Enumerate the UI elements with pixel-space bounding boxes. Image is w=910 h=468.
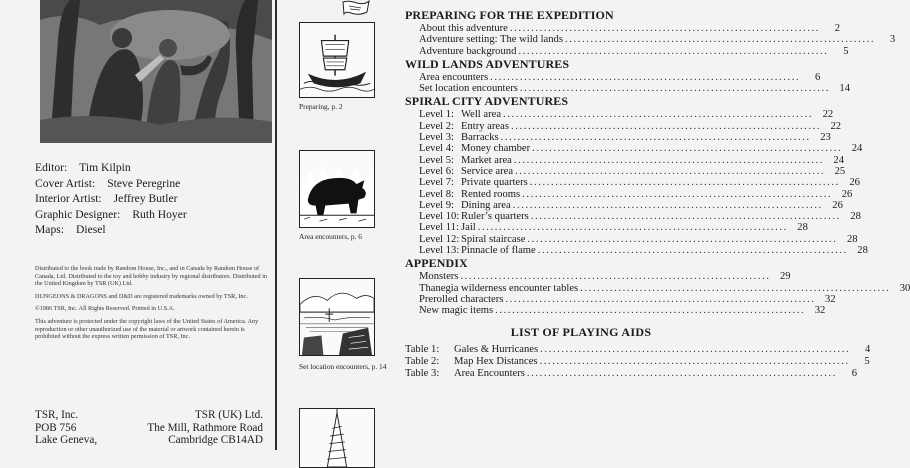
credit-role: Maps: bbox=[35, 223, 64, 237]
page-tab-marker-icon bbox=[341, 0, 371, 16]
toc-entry[interactable] bbox=[405, 165, 846, 177]
level-name: Entry areas bbox=[461, 120, 509, 132]
forest-adventurers-image bbox=[40, 0, 272, 143]
credit-row bbox=[35, 191, 265, 207]
credit-row bbox=[35, 160, 265, 176]
toc-page-number: 28 bbox=[797, 222, 808, 234]
dot-leader: ......................................................................... bbox=[540, 343, 851, 355]
level-number: Level 8: bbox=[419, 188, 455, 200]
credit-name: Jeffrey Butler bbox=[113, 192, 178, 206]
section-heading: APPENDIX bbox=[405, 256, 468, 271]
publisher-addresses bbox=[35, 409, 263, 447]
toc-entry[interactable] bbox=[405, 109, 834, 121]
illustration-ship bbox=[299, 22, 375, 98]
toc-entry[interactable] bbox=[405, 71, 821, 83]
toc-page-number: 28 bbox=[846, 233, 858, 245]
toc-entry-label bbox=[419, 109, 501, 120]
illustration-landscape bbox=[299, 278, 375, 356]
credit-row bbox=[35, 207, 265, 223]
level-number: Level 12: bbox=[419, 233, 460, 245]
dot-leader: ......................................................................... bbox=[527, 233, 838, 245]
playing-aid-label bbox=[405, 344, 538, 356]
level-name: Market area bbox=[461, 154, 512, 166]
toc-page-number: 32 bbox=[814, 305, 826, 317]
dot-leader: ......................................................................... bbox=[539, 355, 850, 367]
illustration-caption: Set location encounters, p. 14 bbox=[299, 362, 387, 371]
toc-page-number: 6 bbox=[851, 368, 858, 380]
toc-entry[interactable] bbox=[405, 177, 860, 189]
table-number: Table 2: bbox=[405, 355, 440, 367]
dot-leader: ......................................................................... bbox=[510, 120, 822, 132]
level-number: Level 11: bbox=[419, 222, 459, 234]
toc-entry[interactable] bbox=[405, 23, 840, 34]
toc-page-number: 26 bbox=[832, 199, 843, 211]
level-name: Money chamber bbox=[461, 143, 531, 155]
toc-entry-label: Adventure background bbox=[419, 45, 517, 57]
credit-row bbox=[35, 176, 265, 192]
toc-entry[interactable] bbox=[405, 233, 858, 245]
toc-page-number: 26 bbox=[849, 177, 860, 189]
illustration-tower bbox=[299, 408, 375, 468]
level-name: Ruler’s quarters bbox=[461, 211, 529, 223]
credit-role: Cover Artist: bbox=[35, 176, 96, 190]
toc-entry[interactable] bbox=[405, 282, 910, 294]
toc-entry[interactable] bbox=[405, 143, 863, 155]
illustration-caption: Preparing, p. 2 bbox=[299, 102, 343, 111]
level-name: Dining area bbox=[461, 199, 511, 211]
trademark-notice: DUNGEONS & DRAGONS and D&D are registered trademarks owned by TSR, Inc. bbox=[35, 292, 248, 300]
level-number: Level 6: bbox=[419, 165, 455, 177]
dot-leader: ......................................................................... bbox=[580, 282, 891, 294]
us-address-line: Lake Geneva, bbox=[35, 434, 98, 447]
toc-page-number: 5 bbox=[864, 355, 870, 367]
toc-entry[interactable] bbox=[405, 222, 808, 234]
dot-leader: ......................................................................... bbox=[490, 71, 801, 83]
table-of-contents bbox=[405, 8, 910, 381]
toc-page-number: 23 bbox=[820, 132, 831, 144]
level-name: Barracks bbox=[461, 132, 499, 144]
illustration-caption: Area encounters, p. 6 bbox=[299, 232, 363, 241]
toc-page-number: 22 bbox=[822, 109, 834, 121]
level-number: Level 13: bbox=[419, 245, 460, 257]
toc-entry-label: New magic items bbox=[419, 305, 494, 317]
toc-entry-label: Thanegia wilderness encounter tables bbox=[419, 282, 579, 294]
credit-name: Tim Kilpin bbox=[79, 161, 131, 174]
toc-entry-label: Set location encounters bbox=[419, 83, 518, 95]
distribution-notice: Distributed to the book trade by Random House, Inc., and in Canada by Random House of Canada, Ltd. Distributed to the toy and hobby industry by regional distributors. Distributed in the United Kingdom by TSR (UK) Ltd. bbox=[35, 265, 268, 288]
toc-entry-label bbox=[419, 155, 512, 166]
toc-entry[interactable] bbox=[405, 293, 836, 305]
address-row bbox=[35, 409, 263, 422]
toc-page-number: 5 bbox=[843, 45, 849, 57]
credit-row bbox=[35, 222, 265, 238]
level-name: Service area bbox=[461, 165, 514, 177]
dot-leader: ......................................................................... bbox=[513, 154, 825, 166]
playing-aid-label bbox=[405, 356, 538, 368]
toc-page-number: 28 bbox=[850, 211, 861, 223]
toc-page-number: 4 bbox=[864, 343, 871, 355]
landscape-icon bbox=[300, 279, 374, 355]
credit-role: Graphic Designer: bbox=[35, 207, 121, 221]
address-row bbox=[35, 434, 263, 447]
toc-entry[interactable] bbox=[405, 188, 853, 200]
credits-list bbox=[35, 160, 265, 238]
toc-page-number: 6 bbox=[814, 71, 821, 83]
toc-entry-label bbox=[419, 211, 529, 222]
level-number: Level 7: bbox=[419, 177, 455, 189]
level-name: Well area bbox=[461, 109, 502, 121]
toc-entry-label: Monsters bbox=[419, 271, 459, 283]
toc-entry[interactable] bbox=[405, 199, 843, 211]
playing-aids-heading: LIST OF PLAYING AIDS bbox=[510, 324, 652, 339]
toc-entry[interactable] bbox=[405, 305, 826, 317]
copyright-notice: ©1986 TSR, Inc. All Rights Reserved. Printed in U.S.A. bbox=[35, 305, 175, 313]
section-heading: SPIRAL CITY ADVENTURES bbox=[405, 94, 569, 109]
dot-leader: ......................................................................... bbox=[505, 293, 816, 305]
credit-name: Diesel bbox=[75, 223, 106, 237]
toc-page-number: 25 bbox=[834, 165, 846, 177]
playing-aid-entry[interactable] bbox=[405, 368, 858, 380]
playing-aid-label bbox=[405, 368, 525, 380]
table-name: Gales & Hurricanes bbox=[454, 343, 539, 355]
rhino-icon bbox=[300, 151, 374, 227]
toc-entry[interactable] bbox=[405, 83, 850, 95]
toc-entry-label bbox=[419, 234, 525, 245]
level-number: Level 4: bbox=[419, 143, 455, 155]
dot-leader: ......................................................................... bbox=[460, 271, 771, 283]
toc-entry-label bbox=[419, 222, 476, 233]
illustration-rhino bbox=[299, 150, 375, 228]
toc-entry-label bbox=[419, 143, 530, 154]
toc-entry[interactable] bbox=[405, 34, 896, 46]
dot-leader: ......................................................................... bbox=[509, 23, 820, 34]
dot-leader: ......................................................................... bbox=[503, 109, 814, 121]
toc-entry[interactable] bbox=[405, 271, 791, 283]
level-name: Rented rooms bbox=[461, 188, 521, 200]
level-name: Pinnacle of flame bbox=[461, 245, 536, 257]
table-number: Table 1: bbox=[405, 343, 440, 355]
legal-notices bbox=[35, 265, 267, 346]
toc-entry[interactable] bbox=[405, 132, 831, 144]
toc-entry[interactable] bbox=[405, 154, 845, 166]
level-number: Level 2: bbox=[419, 120, 455, 132]
toc-entry-label: Adventure setting: The wild lands bbox=[419, 34, 563, 46]
left-column bbox=[0, 0, 272, 450]
level-number: Level 1: bbox=[419, 109, 455, 121]
toc-page-number: 26 bbox=[841, 188, 853, 200]
toc-page-number: 32 bbox=[824, 293, 836, 305]
uk-address-line: TSR (UK) Ltd. bbox=[194, 409, 263, 421]
toc-entry-label bbox=[419, 200, 511, 211]
dot-leader: ......................................................................... bbox=[537, 245, 848, 257]
toc-entry-label: Area encounters bbox=[419, 71, 489, 83]
level-name: Spiral staircase bbox=[461, 233, 526, 245]
toc-entry-label bbox=[419, 166, 513, 177]
dot-leader: ......................................................................... bbox=[515, 165, 826, 177]
ship-icon bbox=[300, 23, 374, 97]
toc-page-number: 14 bbox=[839, 83, 850, 95]
dot-leader: ......................................................................... bbox=[495, 305, 806, 317]
toc-page-number: 24 bbox=[851, 143, 863, 155]
level-name: Private quarters bbox=[461, 177, 528, 189]
toc-page-number: 30 bbox=[899, 282, 910, 294]
toc-entry[interactable] bbox=[405, 45, 849, 57]
spiral-city-levels bbox=[405, 109, 868, 257]
level-number: Level 3: bbox=[419, 132, 455, 144]
cover-illustration bbox=[40, 0, 272, 143]
dot-leader: ......................................................................... bbox=[519, 83, 830, 95]
toc-entry[interactable] bbox=[405, 120, 842, 132]
level-number: Level 5: bbox=[419, 154, 455, 166]
toc-page-number: 24 bbox=[833, 154, 845, 166]
section-heading: WILD LANDS ADVENTURES bbox=[405, 56, 570, 71]
toc-entry-label: Prerolled characters bbox=[419, 293, 504, 305]
playing-aid-entry[interactable] bbox=[405, 355, 870, 368]
toc-entry-label bbox=[419, 189, 520, 200]
playing-aid-entry[interactable] bbox=[405, 343, 871, 356]
dot-leader: ......................................................................... bbox=[500, 132, 811, 144]
uk-address-line: Cambridge CB14AD bbox=[168, 434, 263, 447]
toc-entry-label bbox=[419, 177, 528, 188]
illustration-column bbox=[277, 0, 397, 450]
table-number: Table 3: bbox=[405, 368, 440, 380]
tower-icon bbox=[300, 409, 374, 467]
toc-entry-label bbox=[419, 132, 499, 143]
dot-leader: ......................................................................... bbox=[529, 177, 840, 189]
credit-role: Interior Artist: bbox=[35, 192, 102, 206]
address-row bbox=[35, 422, 263, 435]
credit-name: Steve Peregrine bbox=[107, 176, 181, 190]
table-name: Area Encounters bbox=[454, 368, 525, 380]
toc-page-number: 29 bbox=[779, 271, 791, 283]
uk-address-line: The Mill, Rathmore Road bbox=[147, 421, 263, 434]
section-heading: PREPARING FOR THE EXPEDITION bbox=[405, 8, 614, 22]
toc-page-number: 22 bbox=[830, 120, 842, 132]
toc-page-number: 2 bbox=[834, 23, 840, 34]
protection-notice: This adventure is protected under the copyright laws of the United States of America. Any reproduction or other unauthorized use of the material or artwork contained herein is prohibited without the express written permission of TSR, Inc. bbox=[35, 317, 259, 341]
toc-page-number: 28 bbox=[857, 245, 868, 257]
dot-leader: ......................................................................... bbox=[530, 211, 841, 223]
toc-entry-label: About this adventure bbox=[419, 23, 508, 34]
dot-leader: ......................................................................... bbox=[512, 199, 823, 211]
level-number: Level 9: bbox=[419, 199, 455, 211]
dot-leader: ......................................................................... bbox=[522, 188, 833, 200]
us-address-line: TSR, Inc. bbox=[35, 409, 79, 421]
table-name: Map Hex Distances bbox=[454, 355, 538, 367]
credit-role: Editor: bbox=[35, 161, 68, 174]
dot-leader: ......................................................................... bbox=[564, 34, 876, 46]
dot-leader: ......................................................................... bbox=[532, 143, 843, 155]
dot-leader: ......................................................................... bbox=[477, 222, 788, 234]
dot-leader: ......................................................................... bbox=[518, 45, 829, 57]
level-number: Level 10: bbox=[419, 211, 460, 223]
toc-entry[interactable] bbox=[405, 211, 861, 223]
toc-entry-label bbox=[419, 121, 509, 132]
level-name: Jail bbox=[461, 222, 476, 234]
toc-entry-label bbox=[419, 245, 536, 256]
toc-entry[interactable] bbox=[405, 245, 868, 257]
credit-name: Ruth Hoyer bbox=[132, 207, 187, 221]
us-address-line: POB 756 bbox=[35, 421, 77, 434]
dot-leader: ......................................................................... bbox=[526, 368, 838, 380]
playing-aids-list bbox=[405, 343, 871, 381]
toc-page-number: 3 bbox=[889, 34, 896, 46]
